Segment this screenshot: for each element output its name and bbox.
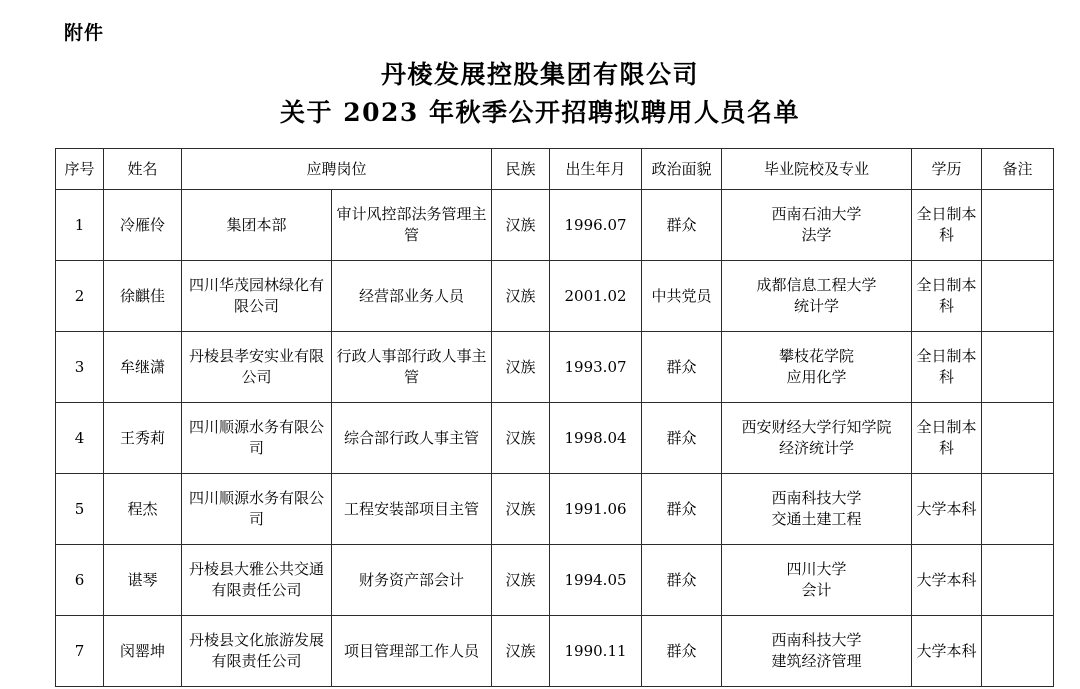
cell-seq: 2 bbox=[56, 261, 104, 332]
cell-note bbox=[982, 332, 1054, 403]
cell-school bbox=[722, 261, 912, 332]
table-row bbox=[56, 474, 1054, 545]
table-header bbox=[56, 149, 1054, 190]
cell-post: 审计风控部法务管理主管 bbox=[332, 190, 492, 261]
table-row bbox=[56, 616, 1054, 687]
cell-school-name: 成都信息工程大学 bbox=[756, 276, 877, 294]
header-name: 姓名 bbox=[104, 149, 182, 190]
cell-seq: 6 bbox=[56, 545, 104, 616]
cell-name: 王秀莉 bbox=[104, 403, 182, 474]
cell-school bbox=[722, 190, 912, 261]
cell-school-major: 应用化学 bbox=[786, 368, 847, 386]
table-row bbox=[56, 332, 1054, 403]
cell-education: 全日制本科 bbox=[912, 190, 982, 261]
table-row bbox=[56, 545, 1054, 616]
cell-school-major: 交通土建工程 bbox=[771, 510, 862, 528]
cell-unit: 四川华茂园林绿化有限公司 bbox=[182, 261, 332, 332]
header-seq: 序号 bbox=[56, 149, 104, 190]
header-birth: 出生年月 bbox=[550, 149, 642, 190]
cell-political: 群众 bbox=[642, 403, 722, 474]
table-body bbox=[56, 190, 1054, 687]
cell-ethnicity: 汉族 bbox=[492, 261, 550, 332]
cell-unit: 集团本部 bbox=[182, 190, 332, 261]
cell-name: 冷雁伶 bbox=[104, 190, 182, 261]
header-note: 备注 bbox=[982, 149, 1054, 190]
header-political: 政治面貌 bbox=[642, 149, 722, 190]
roster-table-wrapper bbox=[55, 148, 1033, 687]
cell-school-major: 统计学 bbox=[794, 297, 840, 315]
attachment-label: 附件 bbox=[64, 22, 105, 44]
cell-unit: 四川顺源水务有限公司 bbox=[182, 403, 332, 474]
cell-post: 财务资产部会计 bbox=[332, 545, 492, 616]
cell-school bbox=[722, 403, 912, 474]
cell-birth: 1998.04 bbox=[550, 403, 642, 474]
cell-seq: 4 bbox=[56, 403, 104, 474]
cell-political: 群众 bbox=[642, 332, 722, 403]
cell-political: 群众 bbox=[642, 474, 722, 545]
cell-ethnicity: 汉族 bbox=[492, 332, 550, 403]
cell-political: 群众 bbox=[642, 545, 722, 616]
cell-name: 谌琴 bbox=[104, 545, 182, 616]
cell-post: 经营部业务人员 bbox=[332, 261, 492, 332]
table-row bbox=[56, 261, 1054, 332]
cell-birth: 1990.11 bbox=[550, 616, 642, 687]
cell-school bbox=[722, 545, 912, 616]
cell-post: 综合部行政人事主管 bbox=[332, 403, 492, 474]
cell-birth: 1994.05 bbox=[550, 545, 642, 616]
cell-education: 大学本科 bbox=[912, 616, 982, 687]
cell-school bbox=[722, 332, 912, 403]
header-post: 应聘岗位 bbox=[182, 149, 492, 190]
header-ethnicity: 民族 bbox=[492, 149, 550, 190]
cell-education: 全日制本科 bbox=[912, 261, 982, 332]
cell-note bbox=[982, 190, 1054, 261]
cell-note bbox=[982, 616, 1054, 687]
cell-note bbox=[982, 261, 1054, 332]
cell-birth: 2001.02 bbox=[550, 261, 642, 332]
header-education: 学历 bbox=[912, 149, 982, 190]
cell-education: 大学本科 bbox=[912, 545, 982, 616]
cell-seq: 1 bbox=[56, 190, 104, 261]
cell-post: 工程安装部项目主管 bbox=[332, 474, 492, 545]
cell-unit: 丹棱县文化旅游发展有限责任公司 bbox=[182, 616, 332, 687]
cell-birth: 1993.07 bbox=[550, 332, 642, 403]
header-school: 毕业院校及专业 bbox=[722, 149, 912, 190]
cell-school-major: 法学 bbox=[801, 226, 832, 244]
table-row bbox=[56, 403, 1054, 474]
header-row bbox=[56, 149, 1054, 190]
cell-seq: 5 bbox=[56, 474, 104, 545]
cell-unit: 丹棱县大雅公共交通有限责任公司 bbox=[182, 545, 332, 616]
document-title bbox=[0, 56, 1080, 132]
cell-birth: 1996.07 bbox=[550, 190, 642, 261]
cell-name: 徐麒佳 bbox=[104, 261, 182, 332]
cell-ethnicity: 汉族 bbox=[492, 474, 550, 545]
cell-unit: 丹棱县孝安实业有限公司 bbox=[182, 332, 332, 403]
cell-post: 行政人事部行政人事主管 bbox=[332, 332, 492, 403]
cell-school-name: 西南科技大学 bbox=[771, 489, 862, 507]
cell-education: 全日制本科 bbox=[912, 332, 982, 403]
cell-seq: 3 bbox=[56, 332, 104, 403]
cell-school-name: 西安财经大学行知学院 bbox=[741, 418, 892, 436]
cell-note bbox=[982, 403, 1054, 474]
cell-seq: 7 bbox=[56, 616, 104, 687]
cell-school-name: 攀枝花学院 bbox=[779, 347, 855, 365]
cell-school bbox=[722, 474, 912, 545]
cell-unit: 四川顺源水务有限公司 bbox=[182, 474, 332, 545]
cell-note bbox=[982, 474, 1054, 545]
cell-name: 牟继潇 bbox=[104, 332, 182, 403]
title-line-1: 丹棱发展控股集团有限公司 bbox=[380, 60, 699, 89]
roster-table bbox=[55, 148, 1054, 687]
cell-school-major: 会计 bbox=[801, 581, 832, 599]
cell-political: 群众 bbox=[642, 190, 722, 261]
cell-education: 全日制本科 bbox=[912, 403, 982, 474]
cell-ethnicity: 汉族 bbox=[492, 545, 550, 616]
cell-ethnicity: 汉族 bbox=[492, 403, 550, 474]
cell-political: 群众 bbox=[642, 616, 722, 687]
cell-ethnicity: 汉族 bbox=[492, 616, 550, 687]
cell-note bbox=[982, 545, 1054, 616]
cell-school-major: 经济统计学 bbox=[779, 439, 855, 457]
cell-school bbox=[722, 616, 912, 687]
cell-school-name: 西南科技大学 bbox=[771, 631, 862, 649]
cell-school-major: 建筑经济管理 bbox=[771, 652, 862, 670]
cell-political: 中共党员 bbox=[642, 261, 722, 332]
title-line-2: 关于 2023 年秋季公开招聘拟聘用人员名单 bbox=[280, 98, 800, 127]
cell-school-name: 西南石油大学 bbox=[771, 205, 862, 223]
cell-post: 项目管理部工作人员 bbox=[332, 616, 492, 687]
cell-ethnicity: 汉族 bbox=[492, 190, 550, 261]
cell-birth: 1991.06 bbox=[550, 474, 642, 545]
cell-school-name: 四川大学 bbox=[786, 560, 847, 578]
cell-name: 程杰 bbox=[104, 474, 182, 545]
table-row bbox=[56, 190, 1054, 261]
cell-education: 大学本科 bbox=[912, 474, 982, 545]
cell-name: 闵罂坤 bbox=[104, 616, 182, 687]
